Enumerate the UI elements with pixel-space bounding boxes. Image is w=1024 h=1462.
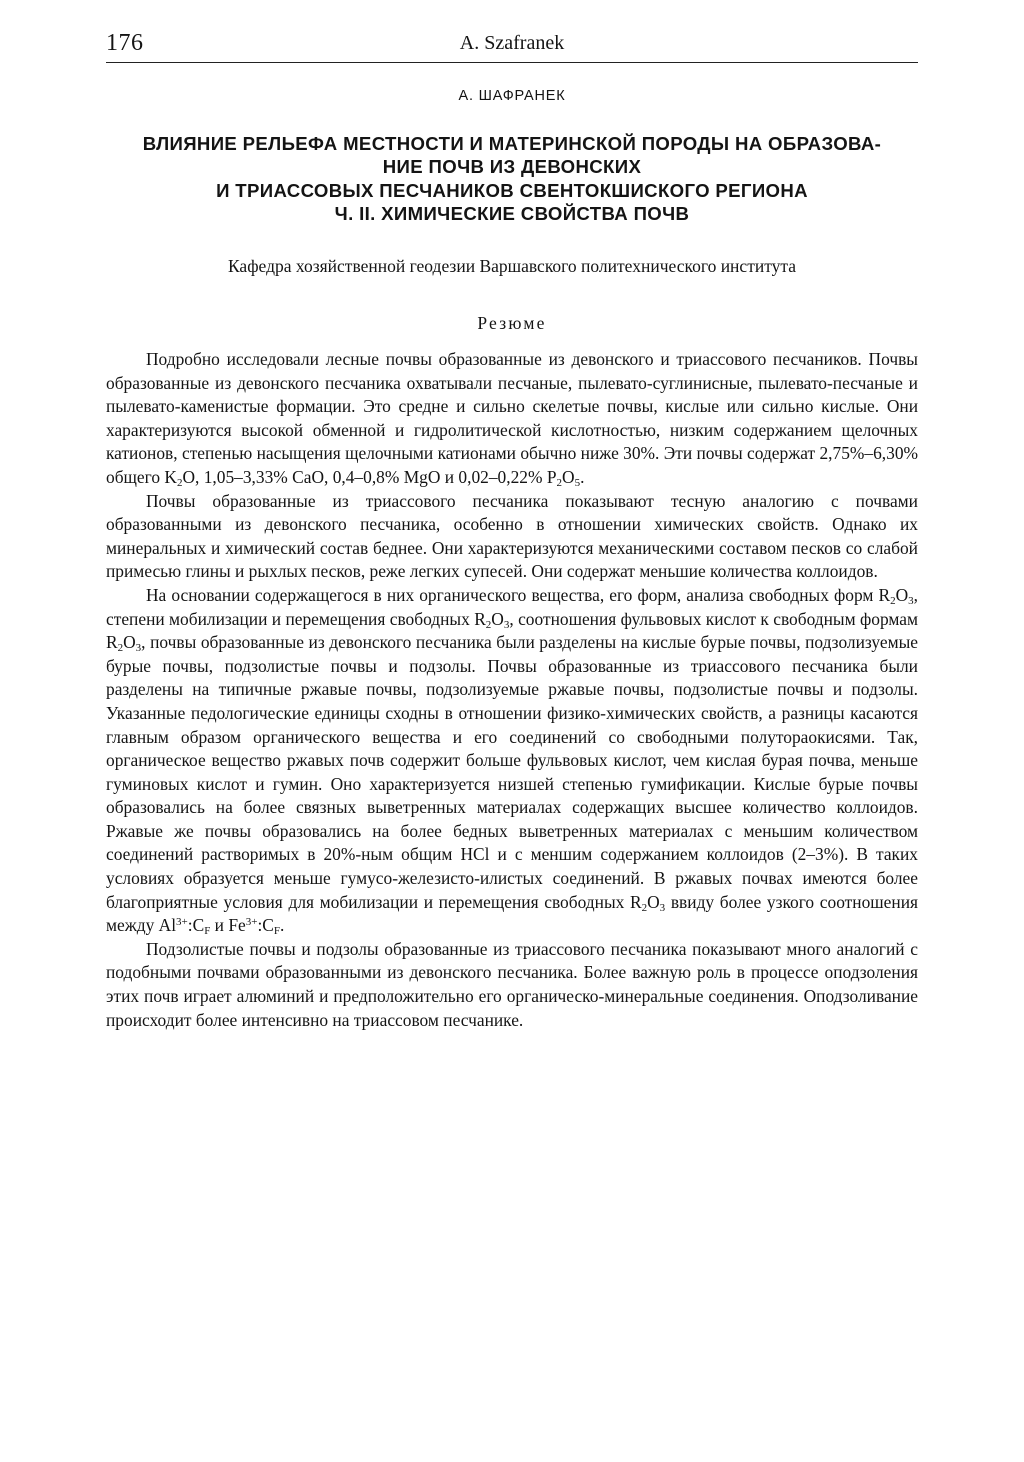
body-paragraph: На основании содержащегося в них органического вещества, его форм, анализа свободных форм $R_2O_3$, степени мобилизации и перемещения свободных $R_2O_3$, соотношения фульвовых кислот к свободным формам $R_2O_3$, почвы образованные из девонского песчаника были разделены на кислые бурые почвы, подзолизуемые бурые почвы, подзолистые почвы и подзолы. Почвы образованные из триассового песчаника были разделены на типичные ржавые почвы, подзолизуемые ржавые почвы, подзолистые почвы и подзолы. Указанные педологические единицы сходны в отношении физико-химических свойств, а разницы касаются главным образом органического вещества и его соединений со свободными полутораокисями. Так, органическое вещество ржавых почв содержит больше фульвовых кислот, чем кислая бурая почва, меньше гуминовых кислот и гумин. Оно характеризуется низшей степенью гумификации. Кислые бурые почвы образовались на более связных выветренных материалах содержащих высшее количество коллоидов. Ржавые же почвы образовались на более бедных выветренных материалах с меньшим количеством соединений растворимых в 20%-ным общим HCl и с меншим содержанием коллоидов (2–3%). В таких условиях образуется меньше гумусо-железисто-илистых соединений. В ржавых почвах имеются более благоприятные условия для мобилизации и перемещения свободных $R_2O_3$ ввиду более узкого соотношения между $Al^{3+}:C_F$ и $Fe^{3+}:C_F$. <box>106 584 918 938</box>
title-line: И ТРИАССОВЫХ ПЕСЧАНИКОВ СВЕНТОКШИСКОГО РЕГИОНА <box>216 179 808 201</box>
summary-body <box>106 348 918 1032</box>
body-paragraph: Подзолистые почвы и подзолы образованные из триассового песчаника показывают много аналогий с подобными почвами образованными из девонского песчаника. Более важную роль в процессе оподзоления этих почв играет алюминий и предположительно его органическо-минеральные соединения. Оподзоливание происходит более интенсивно на триассовом песчанике. <box>106 938 918 1030</box>
title-line: Ч. II. ХИМИЧЕСКИЕ СВОЙСТВА ПОЧВ <box>334 202 690 224</box>
running-header <box>106 26 918 63</box>
page-number: 176 <box>106 30 144 56</box>
affiliation: Кафедра хозяйственной геодезии Варшавского политехнического института <box>227 256 796 276</box>
running-author: A. Szafranek <box>459 32 565 54</box>
body-paragraph: Почвы образованные из триассового песчаника показывают тесную аналогию с почвами образованными из девонского песчаника, особенно в отношении химических свойств. Однако их минеральных и химический состав беднее. Они характеризуются механическими составом песков со слабой примесью глины и рыхлых песков, реже легких супесей. Они содержат меньшие количества коллоидов. <box>106 490 918 582</box>
title-line: НИЕ ПОЧВ ИЗ ДЕВОНСКИХ <box>382 156 642 178</box>
article-author: А. ШАФРАНЕК <box>458 88 566 104</box>
title-line: ВЛИЯНИЕ РЕЛЬЕФА МЕСТНОСТИ И МАТЕРИНСКОЙ ПОРОДЫ НА ОБРАЗОВА- <box>142 133 882 154</box>
body-paragraph: Подробно исследовали лесные почвы образованные из девонского и триассового песчаников. Почвы образованные из девонского песчаника охватывали песчаные, пылевато-суглинисные, пылевато-песчаные и пылевато-каменистые формации. Это средне и сильно скелетые почвы, кислые или сильно кислые. Они характеризуются высокой обменной и гидролитической кислотностью, низким содержанием щелочных катионов, степенью насыщения щелочными катионами обычно ниже 30%. Эти почвы содержат 2,75%–6,30% общего $K_2O$, 1,05–3,33% CaO, 0,4–0,8% MgO и 0,02–0,22% $P_2O_5$. <box>106 349 918 489</box>
summary-heading: Резюме <box>477 313 547 333</box>
article-title <box>106 132 918 225</box>
